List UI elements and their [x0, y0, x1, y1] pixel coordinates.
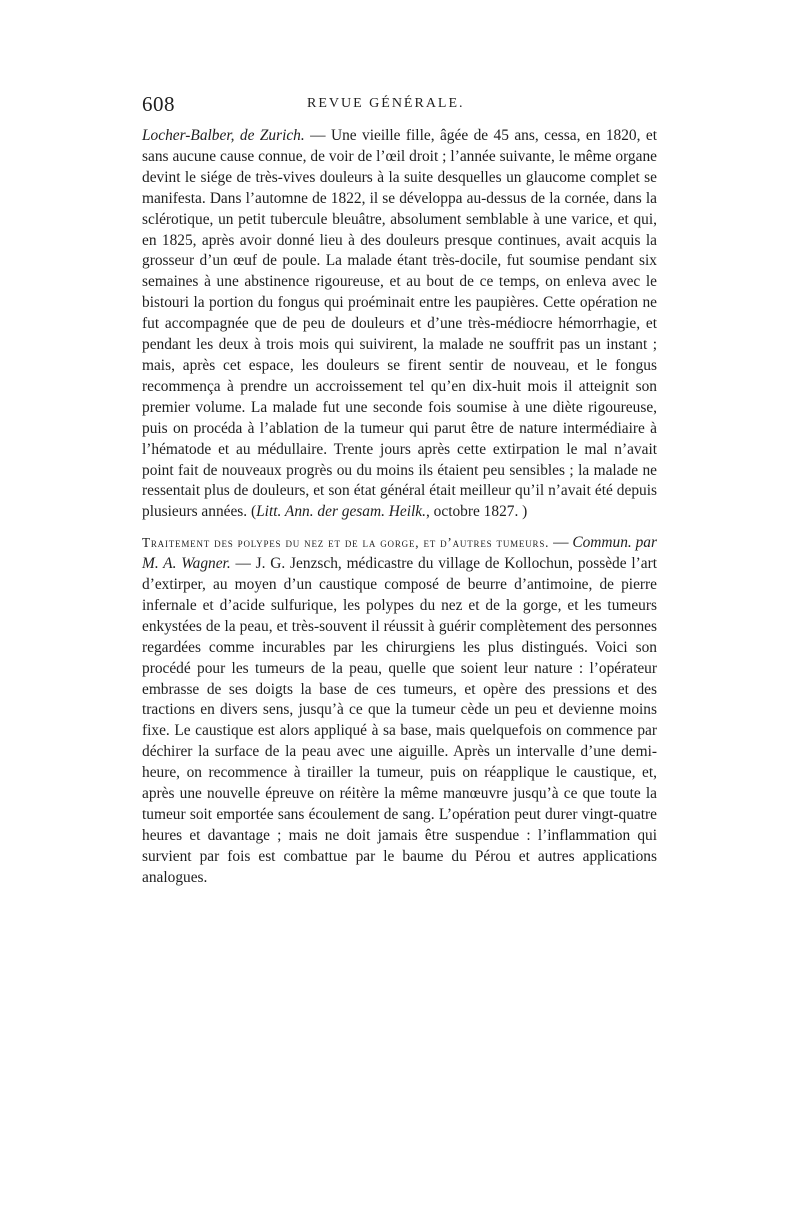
book-page	[142, 92, 657, 889]
running-head	[142, 92, 657, 126]
article-locher-balber	[142, 126, 657, 523]
running-head-title: REVUE GÉNÉRALE.	[307, 96, 465, 111]
heading-dash: —	[549, 534, 573, 552]
article-author-lead: Locher-Balber, de Zurich.	[142, 127, 305, 144]
article-body: — J. G. Jenzsch, médicastre du village de Kollochun, possède l’art d’extirper, au moyen d’un caustique composé de beurre d’antimoine, de pierre infernale et d’acide sulfurique, les polypes du nez et de la gorge, et les tumeurs enkystées de la peau, et très-souvent il réussit à guérir complètement des personnes regardées comme incurables par les chirurgiens les plus distingués. Voici son procédé pour les tumeurs de la peau, quelle que soient leur nature : l’opérateur embrasse de ses doigts la base de ces tumeurs, et opère des pressions et des tractions en divers sens, jusqu’à ce que la tumeur cède un peu et devienne moins fixe. Le caustique est alors appliqué à sa base, mais quelquefois on commence par déchirer la surface de la peau avec une aiguille. Après un intervalle d’une demi-heure, on recommence à tirailler la tumeur, puis on réapplique le caustique, et, après une nouvelle épreuve on réitère la même manœuvre jusqu’à ce que toute la tumeur soit emportée sans écoulement de sang. L’opération peut durer vingt-quatre heures et davantage ; mais ne doit jamais être suspendue : l’inflammation qui survient par fois est combattue par le baume du Pérou et autres applications analogues.	[142, 555, 657, 886]
article-body: — Une vieille fille, âgée de 45 ans, cessa, en 1820, et sans aucune cause connue, de voir de l’œil droit ; l’année suivante, le même organe devint le siége de très-vives douleurs à la suite desquelles un glaucome complet se manifesta. Dans l’automne de 1822, il se développa au-dessus de la cornée, dans la sclérotique, un petit tubercule bleuâtre, absolument semblable à une varice, et qui, en 1825, après avoir donné lieu à des douleurs presque continues, avait acquis la grosseur d’un œuf de poule. La malade étant très-docile, fut soumise pendant six semaines à une abstinence rigoureuse, et au bout de ce temps, on enleva avec le bistouri la portion du fongus qui proéminait entre les paupières. Cette opération ne fut accompagnée que de peu de douleurs et d’une très-médiocre hémorrhagie, et pendant les deux à trois mois qui suivirent, la malade ne souffrit pas un instant ; mais, après cet espace, les douleurs se firent sentir de nouveau, et le fongus recommença à prendre un accroissement tel qu’en dix-huit mois il atteignit son premier volume. La malade fut une seconde fois soumise à une diète rigoureuse, puis on procéda à l’ablation de la tumeur qui parut être de nature intermédiaire à l’hématode et au médullaire. Trente jours après cette extirpation le mal n’avait point fait de nouveaux progrès ou du moins ils étaient peu sensibles ; la malade ne ressentait plus de douleurs, et son état général était meilleur qu’il n’avait été depuis plusieurs années. (	[142, 127, 657, 521]
article-communicated-by: Commun. par M. A. Wagner.	[142, 534, 657, 573]
article-citation: Litt. Ann. der gesam. Heilk.	[256, 503, 426, 521]
body-text	[142, 126, 657, 889]
article-citation-date: , octobre 1827. )	[425, 503, 528, 521]
page-number: 608	[142, 92, 175, 116]
article-heading: Traitement des polypes du nez et de la gorge, et d’autres tumeurs.	[142, 535, 550, 551]
article-traitement-polypes	[142, 533, 657, 888]
